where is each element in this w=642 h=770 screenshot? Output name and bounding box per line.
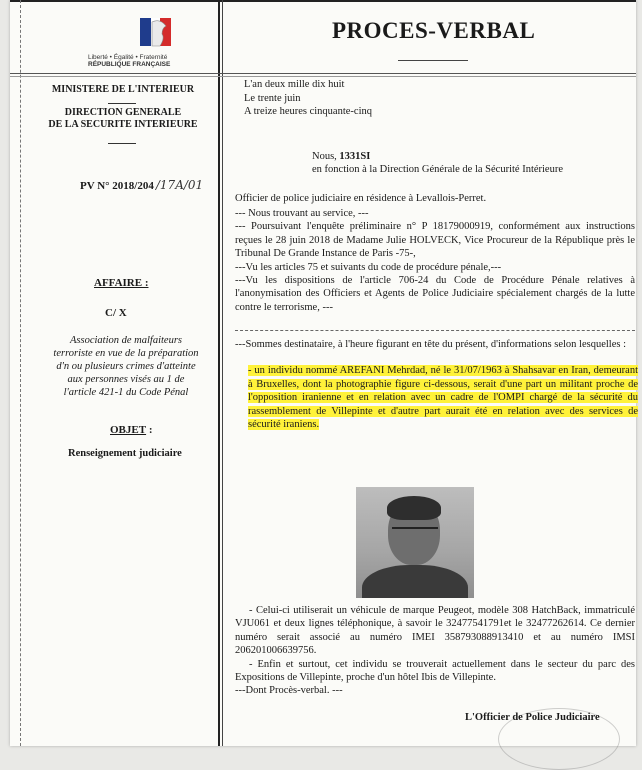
pv-label: PV N° 2018/204: [80, 180, 154, 192]
marianne-logo-icon: [140, 14, 178, 50]
title-underline: [398, 60, 468, 61]
pv-number: [80, 178, 203, 192]
highlighted-individual-info: [248, 364, 638, 432]
details-block: [235, 604, 635, 698]
highlighted-text: - un individu nommé AREFANI Mehrdad, né le 31/07/1963 à Shahsavar en Iran, demeurant à Bruxelles, dont la photographie figure ci-dessous, serait d'une part un militant proche de l'opposition iranienne et en relation avec un cadre de l'OMPI chargé de la sécurité du rassemblement de Villepinte et d'autre part aurait été en relation avec des services de sécurité iraniens.: [248, 365, 638, 430]
header-rule: [10, 73, 636, 74]
top-rule: [10, 0, 636, 2]
signature-label: L'Officier de Police Judiciaire: [465, 712, 600, 723]
intro-line: L'an deux mille dix huit: [244, 79, 345, 90]
closing-line: ---Dont Procès-verbal. ---: [235, 685, 343, 697]
officer-id: 1331SI: [339, 151, 371, 162]
photo-hair: [387, 496, 441, 520]
association-line: aux personnes visés au 1 de: [67, 374, 185, 385]
procedure-line: ---Vu les articles 75 et suivants du code de procédure pénale,---: [235, 261, 502, 273]
direction-line-2: DE LA SECURITE INTERIEURE: [48, 119, 198, 130]
direction-line-1: DIRECTION GENERALE: [64, 107, 182, 118]
logo-caption: [88, 54, 238, 68]
renseignement-label: Renseignement judiciaire: [68, 448, 182, 459]
ministere-label: MINISTERE DE L'INTERIEUR: [51, 84, 195, 95]
procedure-block: [235, 207, 635, 314]
direction-label: [38, 107, 208, 131]
officier-line: Officier de police judiciaire en résidence à Levallois-Perret.: [235, 193, 487, 204]
column-divider-inner: [222, 0, 223, 746]
cx-label: C/ X: [105, 307, 127, 319]
nous-line: [312, 150, 370, 164]
association-line: l'article 421-1 du Code Pénal: [63, 387, 189, 398]
column-divider: [218, 0, 220, 746]
logo-motto: Liberté • Égalité • Fraternité: [88, 54, 168, 61]
left-dash-border: [20, 0, 21, 746]
objet-word: OBJET: [110, 424, 147, 436]
affaire-label: AFFAIRE :: [94, 277, 149, 289]
procedure-line: ---Vu les dispositions de l'article 706-24 du Code de Procédure Pénale relatives à l'anonymisation des Officiers et Agents de Police Judiciaire spécialement chargés de la lutte contre le terrorisme, ---: [235, 275, 635, 313]
association-line: d'n ou plusieurs crimes d'atteinte: [56, 361, 196, 372]
association-description: [40, 334, 212, 399]
location-paragraph: - Enfin et surtout, cet individu se trouverait actuellement dans le secteur du parc des Expositions de Villepinte, proche d'un hôtel Ibis de Villepinte.: [235, 658, 635, 684]
pv-handwritten: /17A/01: [155, 178, 204, 192]
objet-colon: :: [146, 424, 153, 436]
document-title: PROCES-VERBAL: [332, 18, 536, 43]
photo-glasses: [392, 527, 438, 537]
dashed-separator: [235, 330, 635, 331]
document-page: [10, 0, 636, 746]
suspect-photo: [356, 487, 474, 598]
procedure-line: --- Nous trouvant au service, ---: [235, 208, 369, 219]
intro-line: A treize heures cinquante-cinq: [244, 106, 372, 117]
destinataire-paragraph: ---Sommes destinataire, à l'heure figurant en tête du présent, d'informations selon lesquelles :: [235, 339, 627, 350]
date-intro: [244, 78, 372, 119]
vehicle-paragraph: - Celui-ci utiliserait un véhicule de marque Peugeot, modèle 308 HatchBack, immatriculé VJU061 et deux lignes téléphonique, à savoir le 32477541791et le 32477262614. Ce dernier numéro serait associé au numéro IMEI 358793088913410 et au numéro IMSI 206201006639756.: [235, 605, 635, 657]
left-rule-2: [108, 143, 136, 144]
nous-function: en fonction à la Direction Générale de la Sécurité Intérieure: [312, 164, 564, 175]
header-rule-secondary: [10, 76, 636, 77]
left-rule-1: [108, 103, 136, 104]
procedure-line: --- Poursuivant l'enquête préliminaire n° P 18179000919, conformément aux instructions reçues le 28 juin 2018 de Madame Julie HOLVECK, Vice Procureur de la République près le Tribunal De Grande Instance de Paris -75-,: [235, 221, 635, 260]
intro-line: Le trente juin: [244, 92, 301, 104]
association-line: terroriste en vue de la préparation: [53, 348, 199, 359]
objet-label: [110, 424, 153, 436]
nous-prefix: Nous,: [312, 151, 340, 162]
association-line: Association de malfaiteurs: [70, 335, 182, 346]
photo-shirt: [362, 565, 468, 598]
logo-republique: RÉPUBLIQUE FRANÇAISE: [88, 61, 171, 68]
